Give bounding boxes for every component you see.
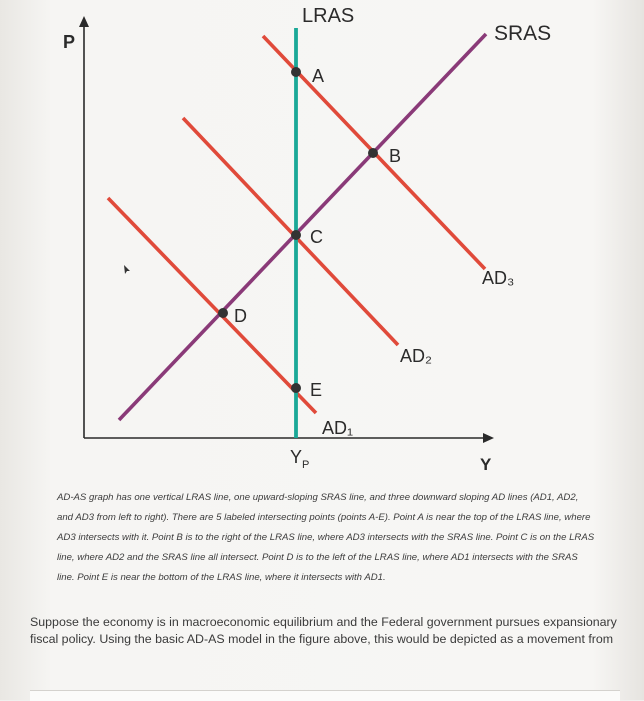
potential-output-y: Y: [290, 447, 303, 467]
sras-label: SRAS: [494, 22, 552, 45]
question-text: Suppose the economy is in macroeconomic equilibrium and the Federal government pursues expansionary fiscal policy. Using the basic AD-AS model in the figure above, this would be depicted as a movement from: [30, 615, 617, 646]
ad1-line: [108, 198, 316, 413]
ad2-label: AD₂: [400, 346, 432, 366]
point-c-dot: [291, 230, 301, 240]
point-d-label: D: [234, 306, 247, 326]
point-e-dot: [291, 383, 301, 393]
point-a-dot: [291, 67, 301, 77]
y-axis-arrow: [79, 16, 89, 27]
point-b-label: B: [389, 146, 402, 166]
answer-area[interactable]: [30, 690, 620, 701]
point-d-dot: [218, 308, 228, 318]
point-c-label: C: [310, 227, 323, 247]
potential-output-label: [290, 447, 309, 471]
point-e-label: E: [310, 380, 323, 400]
point-b-dot: [368, 148, 378, 158]
x-axis-arrow: [483, 433, 494, 443]
ad3-label: AD₃: [482, 268, 515, 288]
mouse-cursor-icon: [124, 265, 130, 274]
potential-output-subscript: P: [302, 459, 310, 471]
y-axis-label: P: [63, 32, 76, 52]
point-a-label: A: [312, 66, 325, 86]
ad1-label: AD₁: [322, 418, 354, 438]
lras-label: LRAS: [302, 5, 355, 27]
x-axis-label: Y: [480, 455, 492, 474]
graph-caption: AD-AS graph has one vertical LRAS line, one upward-sloping SRAS line, and three downward sloping AD lines (AD1, AD2, and AD3 from left to right). There are 5 labeled intersecting points (points A-E). Point A is near the top of the LRAS line, where AD3 intersects with it. Point B is to the right of the LRAS line, where AD3 intersects with the SRAS line. Point C is on the LRAS line, where AD2 and the SRAS line all intersect. Point D is to the left of the LRAS line, where AD1 intersects with the SRAS line. Point E is near the bottom of the LRAS line, where it intersects with AD1.: [57, 492, 595, 583]
